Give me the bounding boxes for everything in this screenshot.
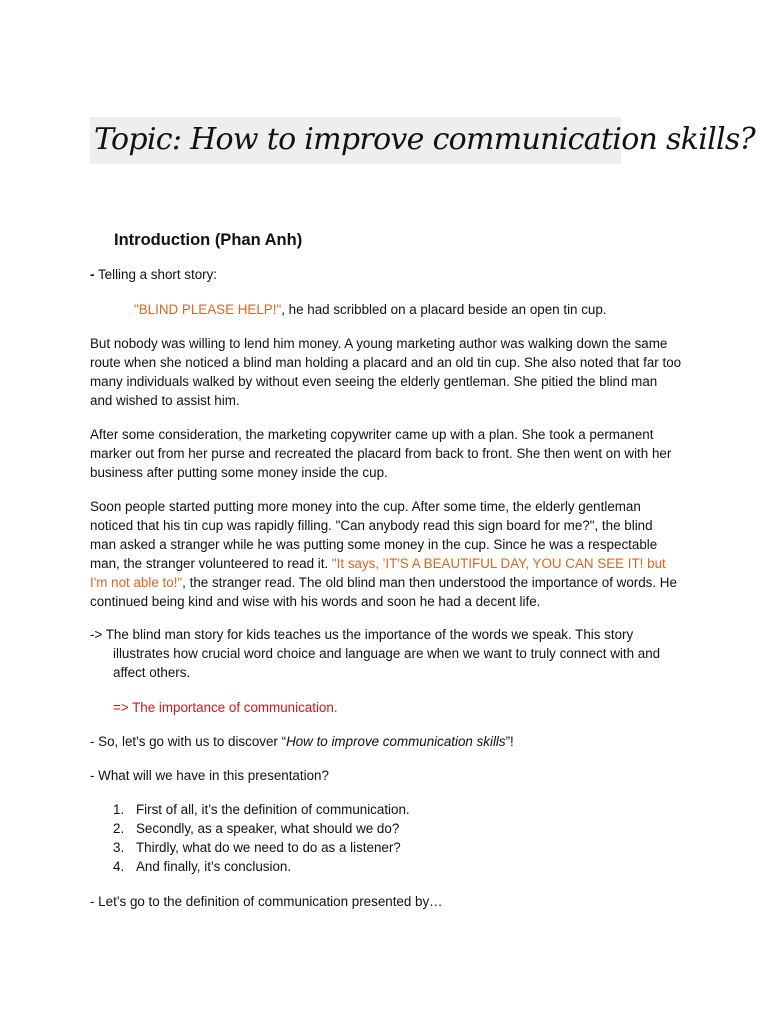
agenda-number: 4. xyxy=(113,859,125,874)
story-paragraph-2: After some consideration, the marketing copywriter came up with a plan. She took a permanent marker out from her purse and recreated the placard from back to front. She then went on with her business after putting some money inside the cup. xyxy=(90,427,672,480)
agenda-item xyxy=(90,819,650,838)
story-paragraph-1: But nobody was willing to lend him money. A young marketing author was walking down the same route when she noticed a blind man holding a placard and an old tin cup. She also noted that far too many individuals walked by without even seeing the elderly gentleman. She pitied the blind man and wished to assist him. xyxy=(90,336,682,408)
agenda-number: 1. xyxy=(113,802,125,817)
presentation-question: - What will we have in this presentation? xyxy=(90,768,329,783)
story-paragraph-3 xyxy=(90,497,682,611)
discover-line xyxy=(90,732,682,751)
agenda-item xyxy=(90,838,650,857)
placard-quote-rest: , he had scribbled on a placard beside an open tin cup. xyxy=(281,302,607,317)
importance-statement: => The importance of communication. xyxy=(113,700,338,715)
agenda-text: Secondly, as a speaker, what should we do? xyxy=(136,821,400,836)
discover-end: ”! xyxy=(505,734,514,749)
placard-quote-line xyxy=(134,300,694,319)
agenda-text: And finally, it’s conclusion. xyxy=(136,859,292,874)
agenda-text: Thirdly, what do we need to do as a listener? xyxy=(136,840,401,855)
story-lesson: -> The blind man story for kids teaches us the importance of the words we speak. This story illustrates how crucial word choice and language are when we want to truly connect with and affect others. xyxy=(90,627,661,680)
agenda-list xyxy=(90,800,650,876)
discover-topic: How to improve communication skills xyxy=(286,734,506,749)
agenda-number: 2. xyxy=(113,821,125,836)
placard-quote: "BLIND PLEASE HELP!" xyxy=(134,302,282,317)
dash-bullet: - xyxy=(90,267,95,282)
discover-start: - So, let's go with us to discover “ xyxy=(90,734,287,749)
story-intro-line xyxy=(90,265,682,284)
closing-line: - Let’s go to the definition of communication presented by… xyxy=(90,894,443,909)
sign-quote: "It says, 'IT'S A BEAUTIFUL DAY, YOU CAN SEE IT! but I'm not able to!" xyxy=(90,556,666,590)
story-intro-text: Telling a short story: xyxy=(94,267,218,282)
agenda-item xyxy=(90,800,650,819)
agenda-text: First of all, it’s the definition of communication. xyxy=(136,802,410,817)
paragraph-3-start: Soon people started putting more money into the cup. After some time, the elderly gentleman noticed that his tin cup was rapidly filling. "Can anybody read this sign board for me?", the blind man asked a stranger while he was putting some money in the cup. Since he was a respectable man, the stranger volunteered to read it. xyxy=(90,499,658,571)
agenda-item xyxy=(90,857,650,876)
page-title: Topic: How to improve communication skills? xyxy=(94,122,755,157)
introduction-heading: Introduction (Phan Anh) xyxy=(114,231,303,249)
paragraph-3-end: , the stranger read. The old blind man then understood the importance of words. He continued being kind and wise with his words and soon he had a decent life. xyxy=(90,575,677,609)
agenda-number: 3. xyxy=(113,840,125,855)
